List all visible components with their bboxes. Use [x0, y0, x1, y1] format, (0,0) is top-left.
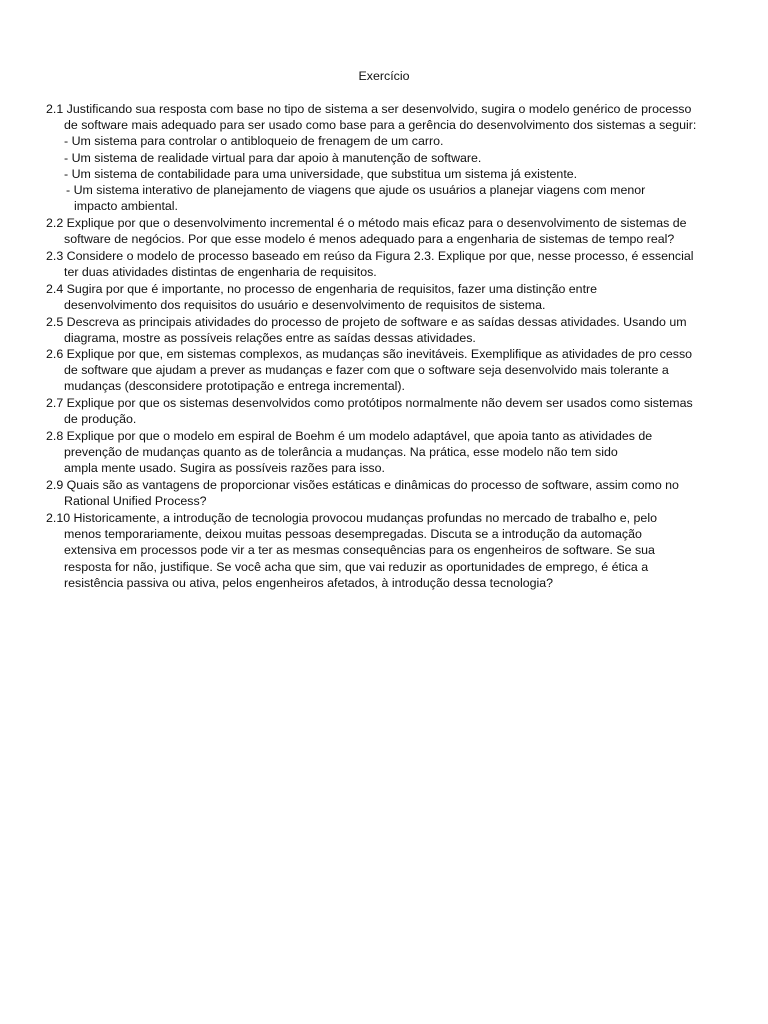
exercise-line: diagrama, mostre as possíveis relações entre as saídas dessas atividades. — [64, 331, 476, 346]
exercise-line: ampla mente usado. Sugira as possíveis razões para isso. — [64, 461, 385, 476]
exercise-line: prevenção de mudanças quanto as de tolerância a mudanças. Na prática, esse modelo não tem sido — [64, 445, 618, 460]
exercise-line: 2.7 Explique por que os sistemas desenvolvidos como protótipos normalmente não devem ser usados como sistemas — [46, 396, 693, 410]
exercise-2-10 — [46, 510, 736, 591]
exercise-line: 2.10 Historicamente, a introdução de tecnologia provocou mudanças profundas no mercado de trabalho e, pelo — [46, 511, 657, 525]
exercise-line: mudanças (desconsidere prototipação e entrega incremental). — [64, 379, 405, 394]
exercise-line: 2.2 Explique por que o desenvolvimento incremental é o método mais eficaz para o desenvolvimento de sistemas de — [46, 216, 687, 230]
exercise-2-9 — [46, 477, 736, 509]
exercise-line: 2.1 Justificando sua resposta com base no tipo de sistema a ser desenvolvido, sugira o modelo genérico de processo — [46, 102, 692, 116]
exercise-line: 2.8 Explique por que o modelo em espiral de Boehm é um modelo adaptável, que apoia tanto as atividades de — [46, 429, 653, 443]
exercise-2-7 — [46, 395, 736, 427]
exercise-line: de produção. — [64, 412, 137, 427]
exercise-line: 2.5 Descreva as principais atividades do processo de projeto de software e as saídas dessas atividades. Usando um — [46, 315, 687, 329]
exercise-2-3 — [46, 248, 736, 280]
exercise-2-4 — [46, 281, 736, 313]
exercise-2-1 — [46, 101, 736, 214]
exercise-bullet: - Um sistema interativo de planejamento de viagens que ajude os usuários a planejar viagens com menor — [66, 183, 646, 198]
exercise-line: de software mais adequado para ser usado como base para a gerência do desenvolvimento dos sistemas a seguir: — [64, 118, 697, 133]
exercise-line: ter duas atividades distintas de engenharia de requisitos. — [64, 265, 377, 280]
exercise-line: de software que ajudam a prever as mudanças e fazer com que o software seja desenvolvido mais tolerante a — [64, 363, 669, 378]
exercise-line: resistência passiva ou ativa, pelos engenheiros afetados, à introdução dessa tecnologia? — [64, 575, 554, 590]
exercise-line: Rational Unified Process? — [64, 494, 207, 509]
exercise-2-6 — [46, 346, 736, 395]
exercise-line: resposta for não, justifique. Se você acha que sim, que vai reduzir as oportunidades de emprego, é ética a — [64, 559, 649, 574]
exercise-bullet: - Um sistema para controlar o antibloqueio de frenagem de um carro. — [64, 134, 444, 149]
exercise-line: impacto ambiental. — [74, 199, 178, 214]
exercise-line: extensiva em processos pode vir a ter as mesmas consequências para os engenheiros de software. Se sua — [64, 543, 655, 558]
exercise-line: 2.4 Sugira por que é importante, no processo de engenharia de requisitos, fazer uma distinção entre — [46, 282, 598, 296]
document-title: Exercício — [358, 69, 410, 83]
exercise-line: 2.6 Explique por que, em sistemas complexos, as mudanças são inevitáveis. Exemplifique as atividades de pro cesso — [46, 347, 693, 361]
exercise-line: desenvolvimento dos requisitos do usuário e desenvolvimento de requisitos de sistema. — [64, 298, 546, 313]
exercise-bullet: - Um sistema de realidade virtual para dar apoio à manutenção de software. — [64, 150, 482, 165]
exercise-line: 2.3 Considere o modelo de processo baseado em reúso da Figura 2.3. Explique por que, nesse processo, é essencial — [46, 249, 694, 263]
exercise-line: 2.9 Quais são as vantagens de proporcionar visões estáticas e dinâmicas do processo de software, assim como no — [46, 478, 679, 492]
exercise-2-2 — [46, 215, 736, 247]
exercise-2-5 — [46, 314, 736, 346]
exercise-2-8 — [46, 428, 736, 477]
exercise-line: software de negócios. Por que esse modelo é menos adequado para a engenharia de sistemas de tempo real? — [64, 232, 675, 247]
exercise-bullet: - Um sistema de contabilidade para uma universidade, que substitua um sistema já existente. — [64, 166, 578, 181]
exercise-line: menos temporariamente, deixou muitas pessoas desempregadas. Discuta se a introdução da automação — [64, 527, 642, 542]
